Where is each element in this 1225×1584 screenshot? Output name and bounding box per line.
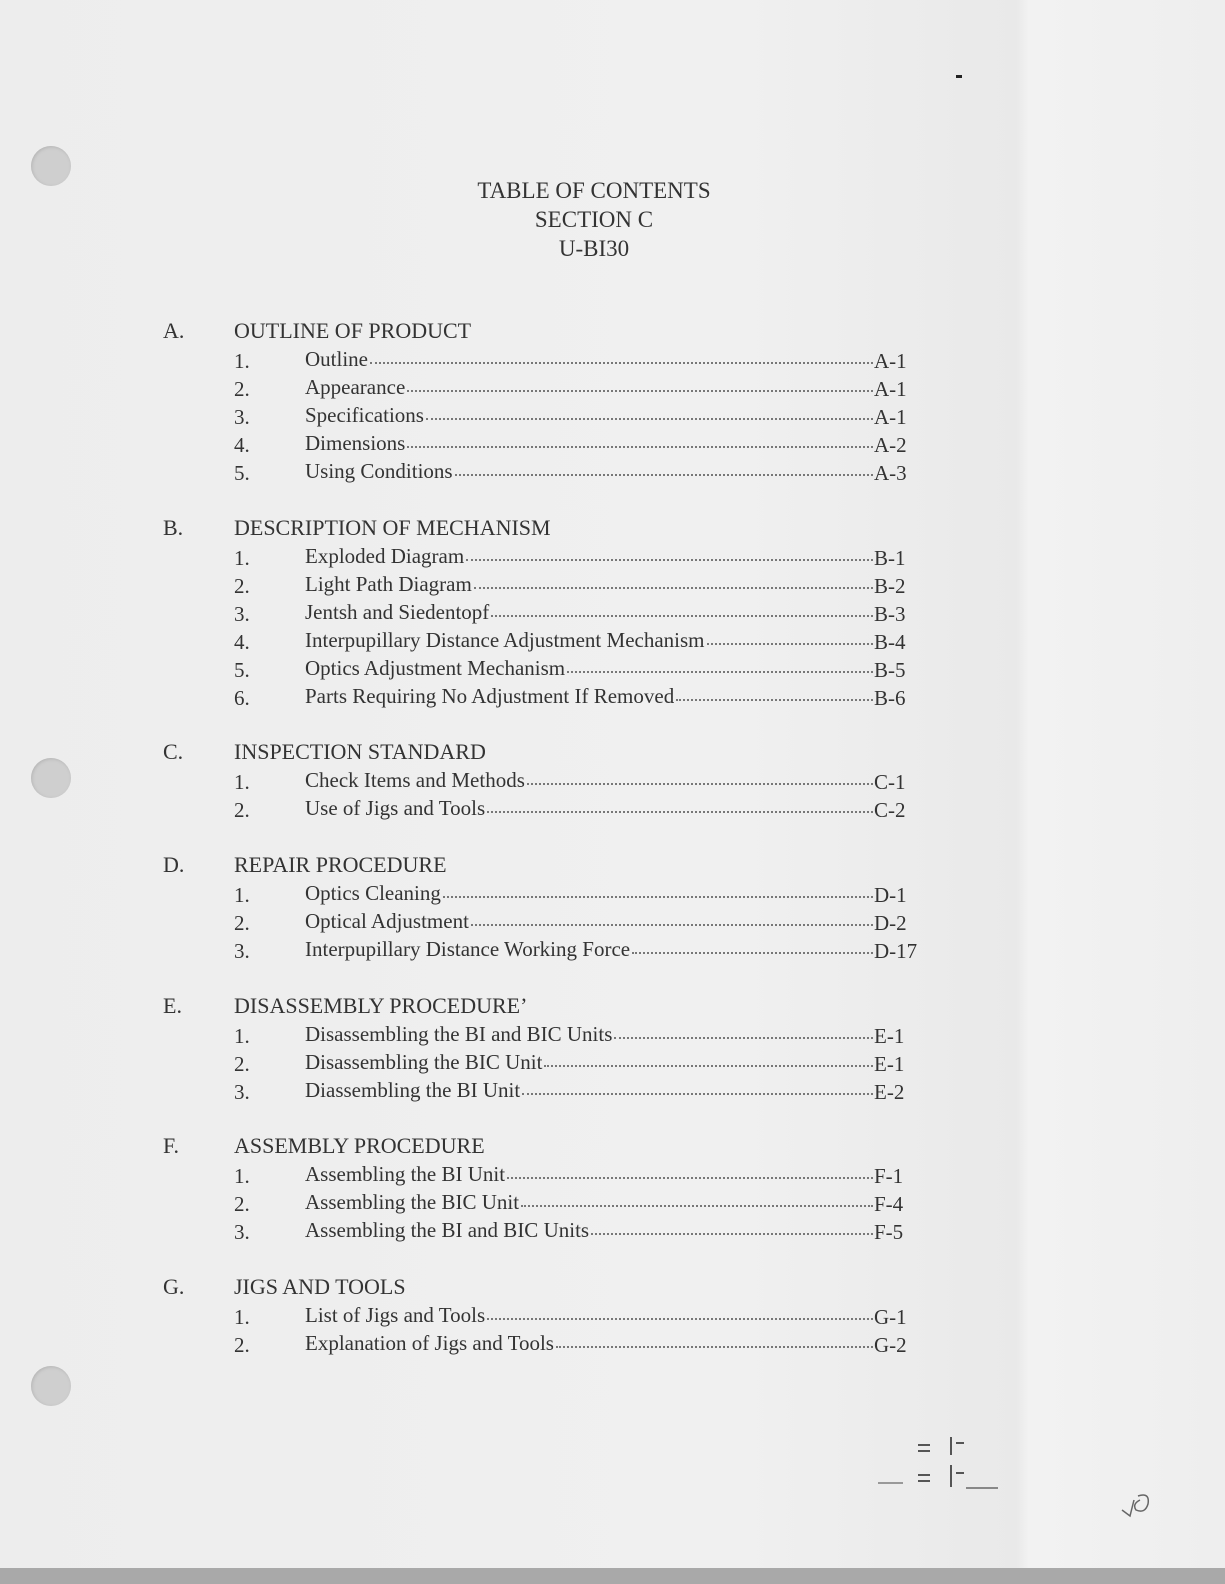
entry-number: 3.	[234, 602, 250, 626]
toc-title: TABLE OF CONTENTS	[477, 178, 711, 203]
entry-number: 6.	[234, 686, 250, 710]
entry-page: F-4	[874, 1192, 904, 1216]
dot-leader	[455, 456, 873, 476]
entry-title: Check Items and Methods	[305, 768, 525, 792]
entry-number: 2.	[234, 1192, 250, 1216]
toc-entry	[0, 907, 1000, 935]
entry-page: A-1	[874, 377, 907, 401]
toc-header	[0, 176, 1188, 263]
entry-page: B-1	[874, 546, 906, 570]
section-letter: C.	[163, 739, 184, 764]
dot-leader	[407, 372, 873, 392]
toc-entry	[0, 457, 1000, 485]
entry-page: E-1	[874, 1052, 905, 1076]
section-letter: D.	[163, 852, 185, 877]
entry-page: D-2	[874, 911, 907, 935]
toc-entry	[0, 401, 1000, 429]
entry-number: 1.	[234, 1164, 250, 1188]
entry-title: Specifications	[305, 403, 424, 427]
entry-number: 1.	[234, 546, 250, 570]
toc-section-a	[0, 317, 1000, 485]
entry-title: Interpupillary Distance Adjustment Mechanism	[305, 628, 705, 652]
entry-page: G-1	[874, 1305, 907, 1329]
entry-title: Disassembling the BI and BIC Units	[305, 1022, 613, 1046]
dot-leader	[471, 906, 873, 926]
entry-title: Optical Adjustment	[305, 909, 469, 933]
entry-title: Optics Adjustment Mechanism	[305, 656, 566, 680]
dot-leader	[491, 597, 873, 617]
entry-title: Diassembling the BI Unit	[305, 1078, 521, 1102]
entry-title: Use of Jigs and Tools	[305, 796, 486, 820]
entry-title: Explanation of Jigs and Tools	[305, 1331, 554, 1355]
handwritten-mark	[1118, 1488, 1168, 1523]
section-letter: E.	[163, 993, 182, 1018]
dot-leader	[522, 1075, 873, 1095]
entry-page: D-17	[874, 939, 918, 963]
entry-title: Using Conditions	[305, 459, 453, 483]
entry-title: Jentsh and Siedentopf	[305, 600, 490, 624]
entry-title: Optics Cleaning	[305, 881, 441, 905]
entry-number: 2.	[234, 1333, 250, 1357]
toc-entry	[0, 626, 1000, 654]
toc-entry	[0, 1216, 1000, 1244]
entry-number: 2.	[234, 798, 250, 822]
dot-leader	[707, 625, 874, 645]
dot-leader	[474, 569, 873, 589]
scan-speck	[955, 72, 965, 80]
dot-leader	[527, 765, 873, 785]
dot-leader	[507, 1159, 873, 1179]
section-label: SECTION C	[534, 207, 654, 232]
entry-title: Assembling the BI and BIC Units	[305, 1218, 590, 1242]
dot-leader	[443, 878, 873, 898]
dot-leader	[407, 428, 873, 448]
entry-page: G-2	[874, 1333, 907, 1357]
dot-leader	[487, 793, 873, 813]
toc-entry	[0, 570, 1000, 598]
entry-title: Exploded Diagram	[305, 544, 465, 568]
section-title: DISASSEMBLY PROCEDURE’	[234, 993, 528, 1018]
dot-leader	[676, 681, 873, 701]
entry-number: 2.	[234, 911, 250, 935]
section-letter: B.	[163, 515, 184, 540]
toc-entry	[0, 794, 1000, 822]
entry-number: 2.	[234, 1052, 250, 1076]
toc-section-d	[0, 851, 1000, 963]
entry-title: Disassembling the BIC Unit	[305, 1050, 543, 1074]
dot-leader	[487, 1300, 873, 1320]
dot-leader	[521, 1187, 873, 1207]
toc-entry	[0, 542, 1000, 570]
entry-number: 3.	[234, 1080, 250, 1104]
toc-entry	[0, 1020, 1000, 1048]
toc-entry	[0, 654, 1000, 682]
section-title: JIGS AND TOOLS	[234, 1274, 406, 1299]
entry-page: B-2	[874, 574, 906, 598]
dot-leader	[614, 1019, 873, 1039]
entry-number: 1.	[234, 770, 250, 794]
toc-entry	[0, 1301, 1000, 1329]
toc-entry	[0, 766, 1000, 794]
entry-number: 1.	[234, 883, 250, 907]
toc-entry	[0, 935, 1000, 963]
section-title: REPAIR PROCEDURE	[234, 852, 447, 877]
entry-number: 5.	[234, 461, 250, 485]
entry-number: 5.	[234, 658, 250, 682]
toc-entry	[0, 1160, 1000, 1188]
entry-page: F-1	[874, 1164, 904, 1188]
entry-title: Parts Requiring No Adjustment If Removed	[305, 684, 675, 708]
scan-marks	[848, 1415, 1008, 1495]
entry-number: 1.	[234, 1024, 250, 1048]
dot-leader	[370, 344, 873, 364]
toc-entry	[0, 598, 1000, 626]
entry-page: C-2	[874, 798, 906, 822]
dot-leader	[426, 400, 873, 420]
section-letter: A.	[163, 318, 185, 343]
entry-page: D-1	[874, 883, 907, 907]
entry-page: A-1	[874, 349, 907, 373]
entry-title: Light Path Diagram	[305, 572, 472, 596]
toc-entry	[0, 373, 1000, 401]
toc-section-e	[0, 992, 1000, 1104]
model-number: U-BI30	[558, 236, 630, 261]
entry-number: 3.	[234, 1220, 250, 1244]
entry-number: 4.	[234, 433, 250, 457]
toc-section-f	[0, 1132, 1000, 1244]
section-title: DESCRIPTION OF MECHANISM	[234, 515, 551, 540]
entry-page: A-3	[874, 461, 907, 485]
toc-section-b	[0, 514, 1000, 710]
entry-page: E-1	[874, 1024, 905, 1048]
entry-page: B-3	[874, 602, 906, 626]
section-title: OUTLINE OF PRODUCT	[234, 318, 472, 343]
entry-number: 3.	[234, 939, 250, 963]
toc-section-c	[0, 738, 1000, 822]
toc-entry	[0, 879, 1000, 907]
section-letter: F.	[163, 1133, 179, 1158]
toc-section-g	[0, 1273, 1000, 1357]
entry-title: Assembling the BIC Unit	[305, 1190, 520, 1214]
entry-number: 1.	[234, 1305, 250, 1329]
toc-entry	[0, 1076, 1000, 1104]
dot-leader	[544, 1047, 873, 1067]
toc-entry	[0, 682, 1000, 710]
toc-entry	[0, 345, 1000, 373]
entry-page: A-2	[874, 433, 907, 457]
dot-leader	[466, 541, 873, 561]
entry-title: Assembling the BI Unit	[305, 1162, 506, 1186]
entry-title: Outline	[305, 347, 368, 371]
toc-entry	[0, 1188, 1000, 1216]
dot-leader	[567, 653, 873, 673]
entry-number: 1.	[234, 349, 250, 373]
entry-number: 4.	[234, 630, 250, 654]
entry-title: Dimensions	[305, 431, 406, 455]
toc-entry	[0, 1048, 1000, 1076]
dot-leader	[556, 1328, 873, 1348]
toc-entry	[0, 429, 1000, 457]
entry-number: 3.	[234, 405, 250, 429]
section-letter: G.	[163, 1274, 185, 1299]
entry-page: B-6	[874, 686, 906, 710]
section-title: INSPECTION STANDARD	[234, 739, 486, 764]
dot-leader	[632, 934, 873, 954]
entry-number: 2.	[234, 377, 250, 401]
entry-page: B-4	[874, 630, 906, 654]
dot-leader	[591, 1215, 873, 1235]
entry-page: A-1	[874, 405, 907, 429]
entry-page: E-2	[874, 1080, 905, 1104]
punch-hole-bottom	[31, 1366, 71, 1406]
entry-page: F-5	[874, 1220, 904, 1244]
toc-entry	[0, 1329, 1000, 1357]
section-title: ASSEMBLY PROCEDURE	[234, 1133, 485, 1158]
entry-title: Appearance	[305, 375, 406, 399]
entry-title: List of Jigs and Tools	[305, 1303, 486, 1327]
entry-page: C-1	[874, 770, 906, 794]
entry-number: 2.	[234, 574, 250, 598]
entry-page: B-5	[874, 658, 906, 682]
entry-title: Interpupillary Distance Working Force	[305, 937, 631, 961]
scan-bottom-edge	[0, 1568, 1225, 1584]
